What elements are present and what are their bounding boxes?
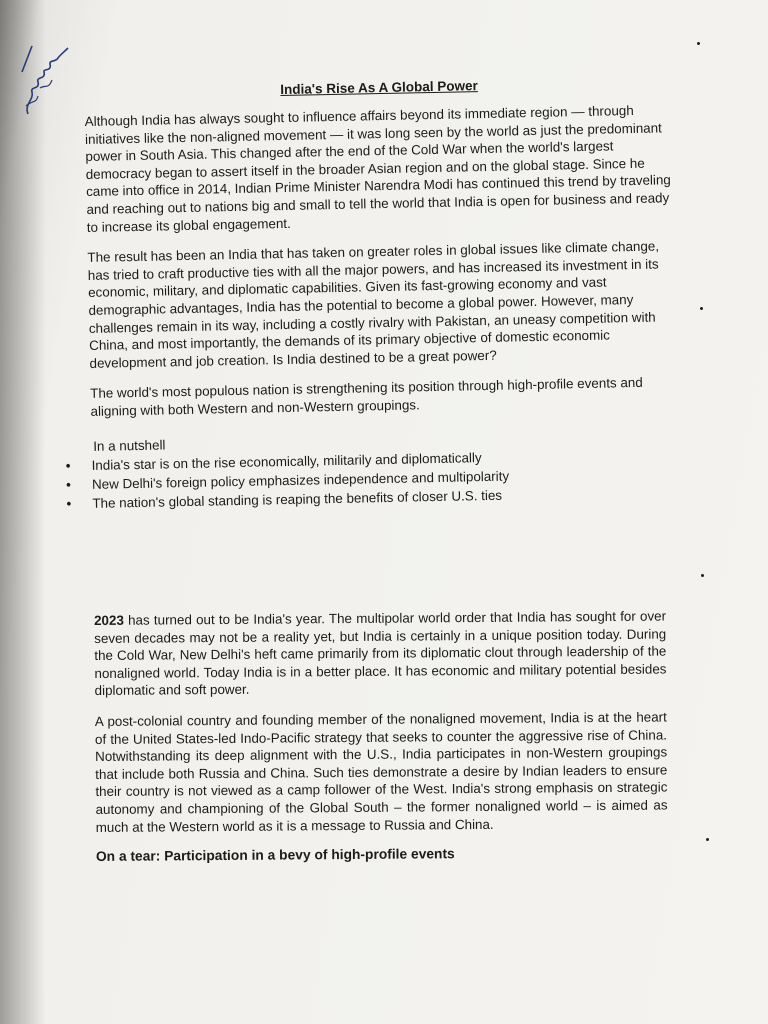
nutshell-list [65, 444, 682, 513]
list-item-text: New Delhi's foreign policy emphasizes independence and multipolarity [91, 468, 510, 492]
list-item-text: India's star is on the rise economically, militarily and diplomatically [91, 449, 482, 473]
summary-paragraph: The world's most populous nation is strengthening its position through high-profile events and aligning with both Western and non-Western groupings. [90, 375, 643, 419]
paper-speck [701, 574, 704, 577]
section-heading: On a tear: Participation in a bevy of high-profile events [95, 846, 455, 865]
handwritten-signature [10, 30, 90, 120]
intro-paragraph: Although India has always sought to influence affairs beyond its immediate region — through initiatives like the non-aligned movement — it was long seen by the world as just the predominant power in South Asia. This changed after the end of the Cold War when the world's largest democracy began to assert itself in the broader Asian region and on the global stage. Since he came into office in 2014, Indian Prime Minister Narendra Modi has continued this trend by traveling and reaching out to nations big and small to tell the world that India is open for business and ready to increase its global engagement. [84, 102, 671, 235]
bullet-icon: • [66, 494, 72, 511]
upper-text-block [65, 74, 682, 512]
year-paragraph [94, 608, 667, 700]
paper-speck [697, 42, 700, 45]
postcolonial-paragraph: A post-colonial country and founding member of the nonaligned movement, India is at the heart of the United States-led Indo-Pacific strategy that seeks to counter the aggressive rise of China. Notwithstanding its deep alignment with the U.S., India participates in non-Western groupings that include both Russia and China. Such ties demonstrate a desire by Indian leaders to ensure their country is not viewed as a camp follower of the West. India's strong emphasis on strategic autonomy and championing of the Global South – the former nonaligned world – is aimed as much at the Western world as it is a message to Russia and China. [94, 709, 668, 835]
bullet-icon: • [65, 456, 71, 473]
paper-speck [706, 838, 709, 841]
year-lead: 2023 [94, 612, 124, 628]
result-paragraph: The result has been an India that has taken on greater roles in global issues like climate change, has tried to craft productive ties with all the major powers, and has increased its investment in its economic, military, and diplomatic capabilities. Given its fast-growing economy and vast demographic advantages, India has the potential to become a global power. However, many challenges remain in its way, including a costly rivalry with Pakistan, an uneasy competition with China, and most importantly, the demands of its primary objective of domestic economic development and job creation. Is India destined to be a great power? [87, 238, 660, 371]
year-paragraph-text: has turned out to be India's year. The multipolar world order that India has sought for over seven decades may not be a reality yet, but India is certainly in a unique position today. During the Cold War, New Delhi's heft came primarily from its diplomatic clout through leadership of the nonaligned world. Today India is in a better place. It has economic and military potential besides diplomatic and soft power. [94, 608, 667, 699]
paper-speck [700, 307, 703, 310]
nutshell-title: In a nutshell [93, 436, 166, 454]
document-title: India's Rise As A Global Power [280, 78, 478, 98]
page-edge-shadow [0, 0, 46, 1024]
bullet-icon: • [65, 475, 72, 492]
lower-text-block [94, 608, 668, 865]
list-item-text: The nation's global standing is reaping the benefits of closer U.S. ties [92, 487, 503, 511]
